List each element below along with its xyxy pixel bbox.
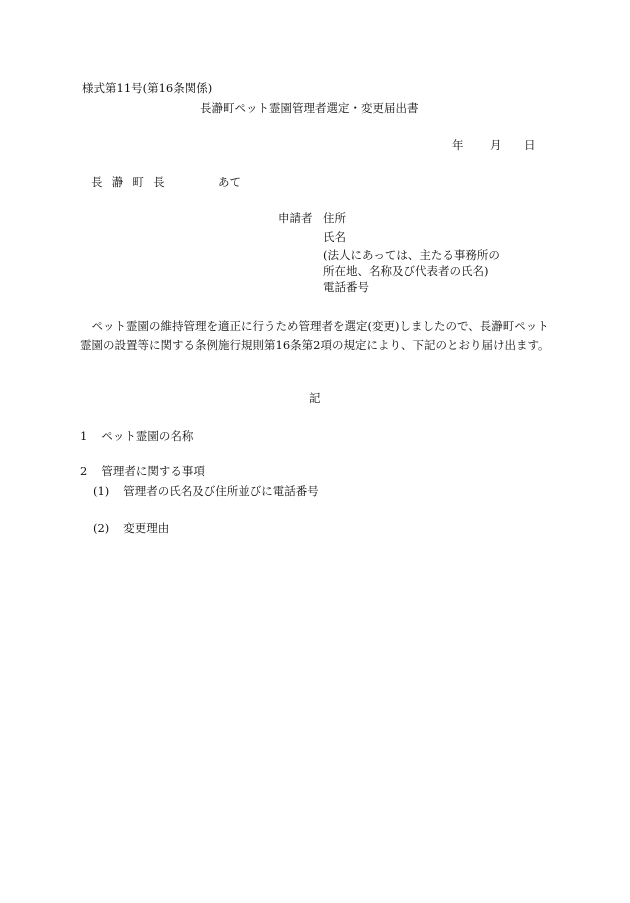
document-title: 長瀞町ペット霊園管理者選定・変更届出書 bbox=[200, 101, 419, 115]
body-paragraph: ペット霊園の維持管理を適正に行うため管理者を選定(変更)しましたので、長瀞町ペット霊園の設置等に関する条例施行規則第16条第2項の規定により、下記のとおり届け出ます。 bbox=[80, 319, 550, 352]
item-2 bbox=[80, 466, 205, 478]
applicant-name-label: 氏名 bbox=[323, 230, 346, 244]
date-year-label: 年 bbox=[452, 138, 464, 152]
item-2-1-label: 管理者の氏名及び住所並びに電話番号 bbox=[123, 484, 319, 498]
item-2-2-label: 変更理由 bbox=[123, 521, 170, 535]
addressee-name: 長瀞町長 bbox=[91, 175, 174, 189]
date-day-label: 日 bbox=[524, 138, 536, 152]
item-2-1-number: (1) bbox=[93, 484, 110, 498]
item-2-1 bbox=[93, 486, 319, 498]
item-1-number: 1 bbox=[80, 429, 88, 443]
item-1 bbox=[80, 431, 193, 443]
item-2-number: 2 bbox=[80, 464, 88, 478]
item-1-label: ペット霊園の名称 bbox=[101, 429, 194, 443]
applicant-label: 申請者 bbox=[278, 211, 313, 225]
applicant-corporate-note-line-1: (法人にあっては、主たる事務所の bbox=[323, 248, 500, 262]
date-month-label: 月 bbox=[490, 138, 502, 152]
item-2-2 bbox=[93, 523, 169, 535]
applicant-corporate-note-line-2: 所在地、名称及び代表者の氏名) bbox=[323, 264, 489, 278]
addressee-suffix: あて bbox=[218, 175, 241, 189]
ki-heading: 記 bbox=[309, 391, 321, 405]
applicant-address-label: 住所 bbox=[323, 211, 346, 225]
applicant-phone-label: 電話番号 bbox=[323, 280, 369, 294]
item-2-2-number: (2) bbox=[93, 521, 110, 535]
form-number: 様式第11号(第16条関係) bbox=[82, 81, 213, 95]
item-2-label: 管理者に関する事項 bbox=[101, 464, 205, 478]
